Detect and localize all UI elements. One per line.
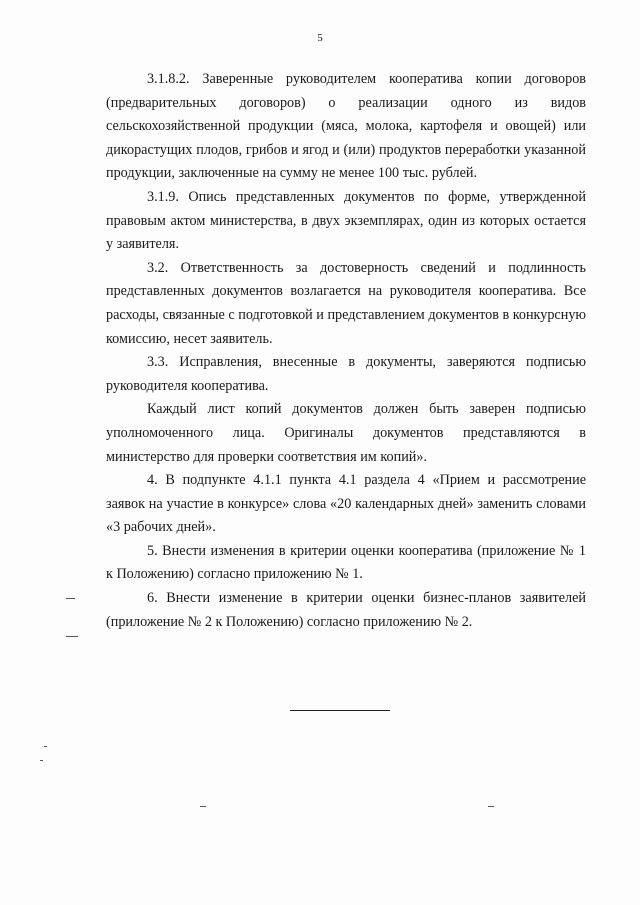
paragraph-3-1-8-2: 3.1.8.2. Заверенные руководителем кооператива копии договоров (предварительных договоров) о реализации одного из видов сельскохозяйственной продукции (мяса, молока, картофеля и овощей) или дикорастущих плодов, грибов и ягод и (или) продуктов переработки указанной продукции, заключенные на сумму не менее 100 тыс. рублей.	[106, 71, 586, 182]
paragraph-4: 4. В подпункте 4.1.1 пункта 4.1 раздела 4 «Прием и рассмотрение заявок на участие в конкурсе» слова «20 календарных дней» заменить словами «3 рабочих дней».	[106, 472, 586, 536]
scan-speck	[40, 760, 43, 761]
scan-speck	[66, 636, 78, 637]
paragraph-6: 6. Внести изменение в критерии оценки бизнес-планов заявителей (приложение № 2 к Положению) согласно приложению № 2.	[106, 590, 586, 630]
paragraph-3-2: 3.2. Ответственность за достоверность сведений и подлинность представленных документов возлагается на руководителя кооператива. Все расходы, связанные с подготовкой и представлением документов в конкурсную комиссию, несет заявитель.	[106, 259, 587, 347]
paragraph-3-1-9: 3.1.9. Опись представленных документов по форме, утвержденной правовым актом министерства, в двух экземплярах, один из которых остается у заявителя.	[106, 188, 586, 253]
closing-separator-line	[290, 710, 390, 711]
scan-speck	[200, 806, 206, 807]
paragraph-sheet-certification: Каждый лист копий документов должен быть заверен подписью уполномоченного лица. Оригиналы документов представляются в министерство для проверки соответствия им копий».	[106, 401, 586, 465]
scan-speck	[44, 746, 47, 747]
document-body	[106, 68, 586, 634]
scan-speck	[66, 598, 75, 599]
page-number: 5	[317, 32, 323, 44]
paragraph-3-3: 3.3. Исправления, внесенные в документы, заверяются подписью руководителя кооператива.	[106, 354, 586, 394]
paragraph-5: 5. Внести изменения в критерии оценки кооператива (приложение № 1 к Положению) согласно приложению № 1.	[106, 542, 586, 583]
scan-speck	[488, 806, 494, 807]
